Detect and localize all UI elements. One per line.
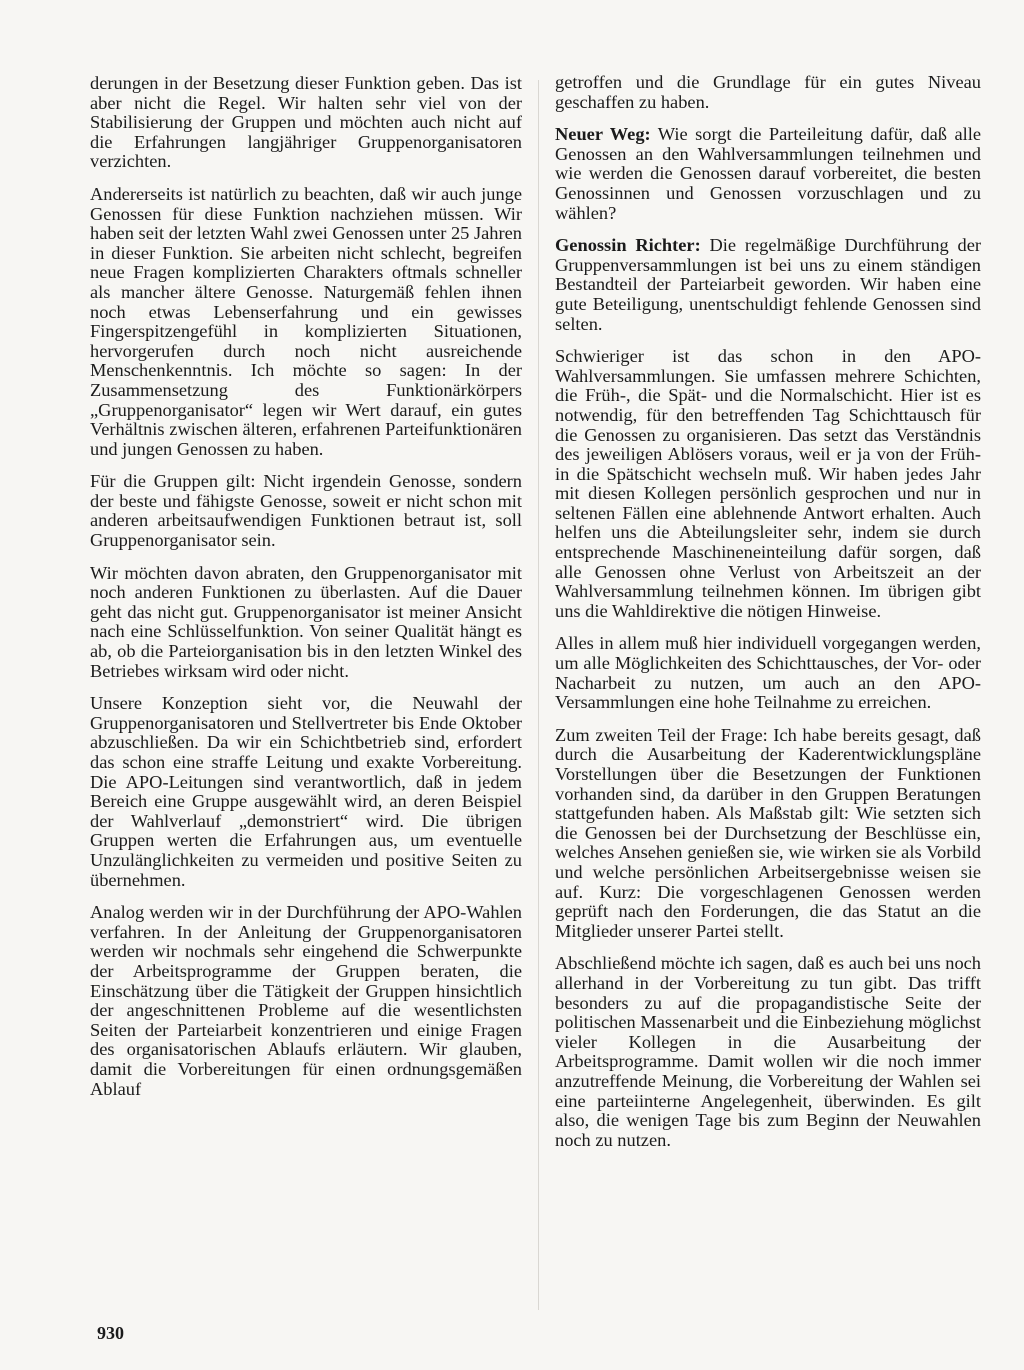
- speaker-neuer-weg: Neuer Weg:: [555, 124, 651, 145]
- left-paragraph-4: Wir möchten davon abraten, den Gruppenorganisator mit noch anderen Funktionen zu überlasten. Auf die Dauer geht das nicht gut. Gruppenorganisator ist meiner Ansicht nach eine Schlüsselfunktion. Von seiner Qualität hängt es ab, ob die Parteiorganisation bis in den letzten Winkel des Betriebes wirksam wird oder nicht.: [90, 562, 522, 681]
- left-paragraph-2: Andererseits ist natürlich zu beachten, daß wir auch junge Genossen für diese Funktion nachziehen müssen. Wir haben seit der letzten Wahl zwei Genossen unter 25 Jahren in dieser Funktion. Sie arbeiten nicht schlecht, begreifen neue Fragen komplizierten Charakters oftmals schneller als mancher ältere Genosse. Naturgemäß fehlen ihnen noch etwas Lebenserfahrung und ein gewisses Fingerspitzengefühl in komplizierten Situationen, hervorgerufen durch noch nicht ausreichende Menschenkenntnis. Ich möchte so sagen: In der Zusammensetzung des Funktionärkörpers „Gruppenorganisator“ legen wir Wert darauf, ein gutes Verhältnis zwischen älteren, erfahrenen Parteifunktionären und jungen Genossen zu haben.: [90, 183, 522, 459]
- left-paragraph-3: Für die Gruppen gilt: Nicht irgendein Genosse, sondern der beste und fähigste Genosse, soweit er nicht schon mit anderen arbeitsaufwendigen Funktionen betraut ist, soll Gruppenorganisator sein.: [90, 471, 522, 551]
- right-column: [555, 73, 981, 1163]
- right-intro-paragraph: getroffen und die Grundlage für ein gutes Niveau geschaffen zu haben.: [555, 72, 981, 112]
- right-paragraph-4: Abschließend möchte ich sagen, daß es auch bei uns noch allerhand in der Vorbereitung zu tun gibt. Das trifft besonders zu auf die propagandistische Seite der politischen Massenarbeit und die Einbeziehung möglichst vieler Kollegen in die Ausarbeitung der Arbeitsprogramme. Damit wollen wir die noch immer anzutreffende Meinung, die Vorbereitung der Wahlen sei eine parteiinterne Angelegenheit, überwinden. Es gilt also, die wenigen Tage bis zum Beginn der Neuwahlen noch zu nutzen.: [555, 953, 981, 1150]
- answer-paragraph: [555, 236, 981, 334]
- right-paragraph-2: Alles in allem muß hier individuell vorgegangen werden, um alle Möglichkeiten des Schichttausches, der Vor- oder Nacharbeit zu nutzen, um auch an den APO-Versammlungen eine hohe Teilnahme zu erreichen.: [555, 633, 981, 713]
- left-column: [90, 74, 522, 1112]
- left-paragraph-1: derungen in der Besetzung dieser Funktion geben. Das ist aber nicht die Regel. Wir halten sehr viel von der Stabilisierung der Gruppen und möchten auch nicht auf die Erfahrungen langjähriger Gruppenorganisatoren verzichten.: [90, 73, 522, 172]
- left-paragraph-5: Unsere Konzeption sieht vor, die Neuwahl der Gruppenorganisatoren und Stellvertreter bis Ende Oktober abzuschließen. Da wir ein Schichtbetrieb sind, erfordert das schon eine straffe Leitung und exakte Vorbereitung. Die APO-Leitungen sind verantwortlich, daß in jedem Bereich eine Gruppe ausgewählt wird, an deren Beispiel der Wahlverlauf „demonstriert“ wird. Die übrigen Gruppen werten die Erfahrungen aus, um eventuelle Unzulänglichkeiten zu vermeiden und positive Seiten zu übernehmen.: [90, 693, 522, 890]
- answer-text: Die regelmäßige Durchführung der Gruppenversammlungen ist bei uns zu einem ständigen Bestandteil der Parteiarbeit geworden. Wir haben eine gute Beteiligung, unentschuldigt fehlende Genossen sind selten.: [555, 235, 981, 334]
- speaker-genossin-richter: Genossin Richter:: [555, 235, 701, 256]
- right-paragraph-1: Schwieriger ist das schon in den APO-Wahlversammlungen. Sie umfassen mehrere Schichten, die Früh-, die Spät- und die Normalschicht. Hier ist es notwendig, für den betreffenden Tag Schichttausch für die Genossen zu organisieren. Das setzt das Verständnis des jeweiligen Ablösers voraus, weil er ja von der Früh- in die Spätschicht wechseln muß. Wir haben jedes Jahr mit diesen Kollegen persönlich gesprochen und nur in seltenen Fällen eine ablehnende Antwort erhalten. Auch helfen uns die Abteilungsleiter sehr, indem sie durch entsprechende Maschineneinteilung dafür sorgen, daß alle Genossen ohne Verlust von Arbeitszeit an der Wahlversammlung teilnehmen können. Im übrigen gibt uns die Wahldirektive die nötigen Hinweise.: [555, 346, 981, 621]
- left-paragraph-6: Analog werden wir in der Durchführung der APO-Wahlen verfahren. In der Anleitung der Gruppenorganisatoren werden wir nochmals sehr eingehend die Schwerpunkte der Arbeitsprogramme der Gruppen beraten, die Einschätzung über die Tätigkeit der Gruppen hinsichtlich der angeschnittenen Probleme auf die wesentlichsten Seiten der Parteiarbeit konzentrieren und einige Fragen des organisatorischen Ablaufs erläutern. Wir glauben, damit die Vorbereitungen für einen ordnungsgemäßen Ablauf: [90, 902, 522, 1099]
- right-paragraph-3: Zum zweiten Teil der Frage: Ich habe bereits gesagt, daß durch die Ausarbeitung der Kaderentwicklungspläne Vorstellungen über die Besetzungen der Funktionen vorhanden sind, da darüber in den Gruppen Beratungen stattgefunden haben. Als Maßstab gilt: Wie setzten sich die Genossen bei der Durchsetzung der Beschlüsse ein, welches Ansehen genießen sie, wie wirken sie als Vorbild und welche persönlichen Arbeitsergebnisse weisen sie auf. Kurz: Die vorgeschlagenen Genossen werden geprüft nach den Forderungen, die das Statut an die Mitglieder unserer Partei stellt.: [555, 724, 981, 941]
- question-paragraph: [555, 125, 981, 223]
- column-divider: [538, 80, 539, 1310]
- page-number: 930: [97, 1323, 124, 1343]
- question-text: Wie sorgt die Parteileitung dafür, daß alle Genossen an den Wahlversammlungen teilnehmen und wie werden die Genossen darauf vorbereitet, die besten Genossinnen und Genossen vorzuschlagen und zu wählen?: [555, 124, 981, 223]
